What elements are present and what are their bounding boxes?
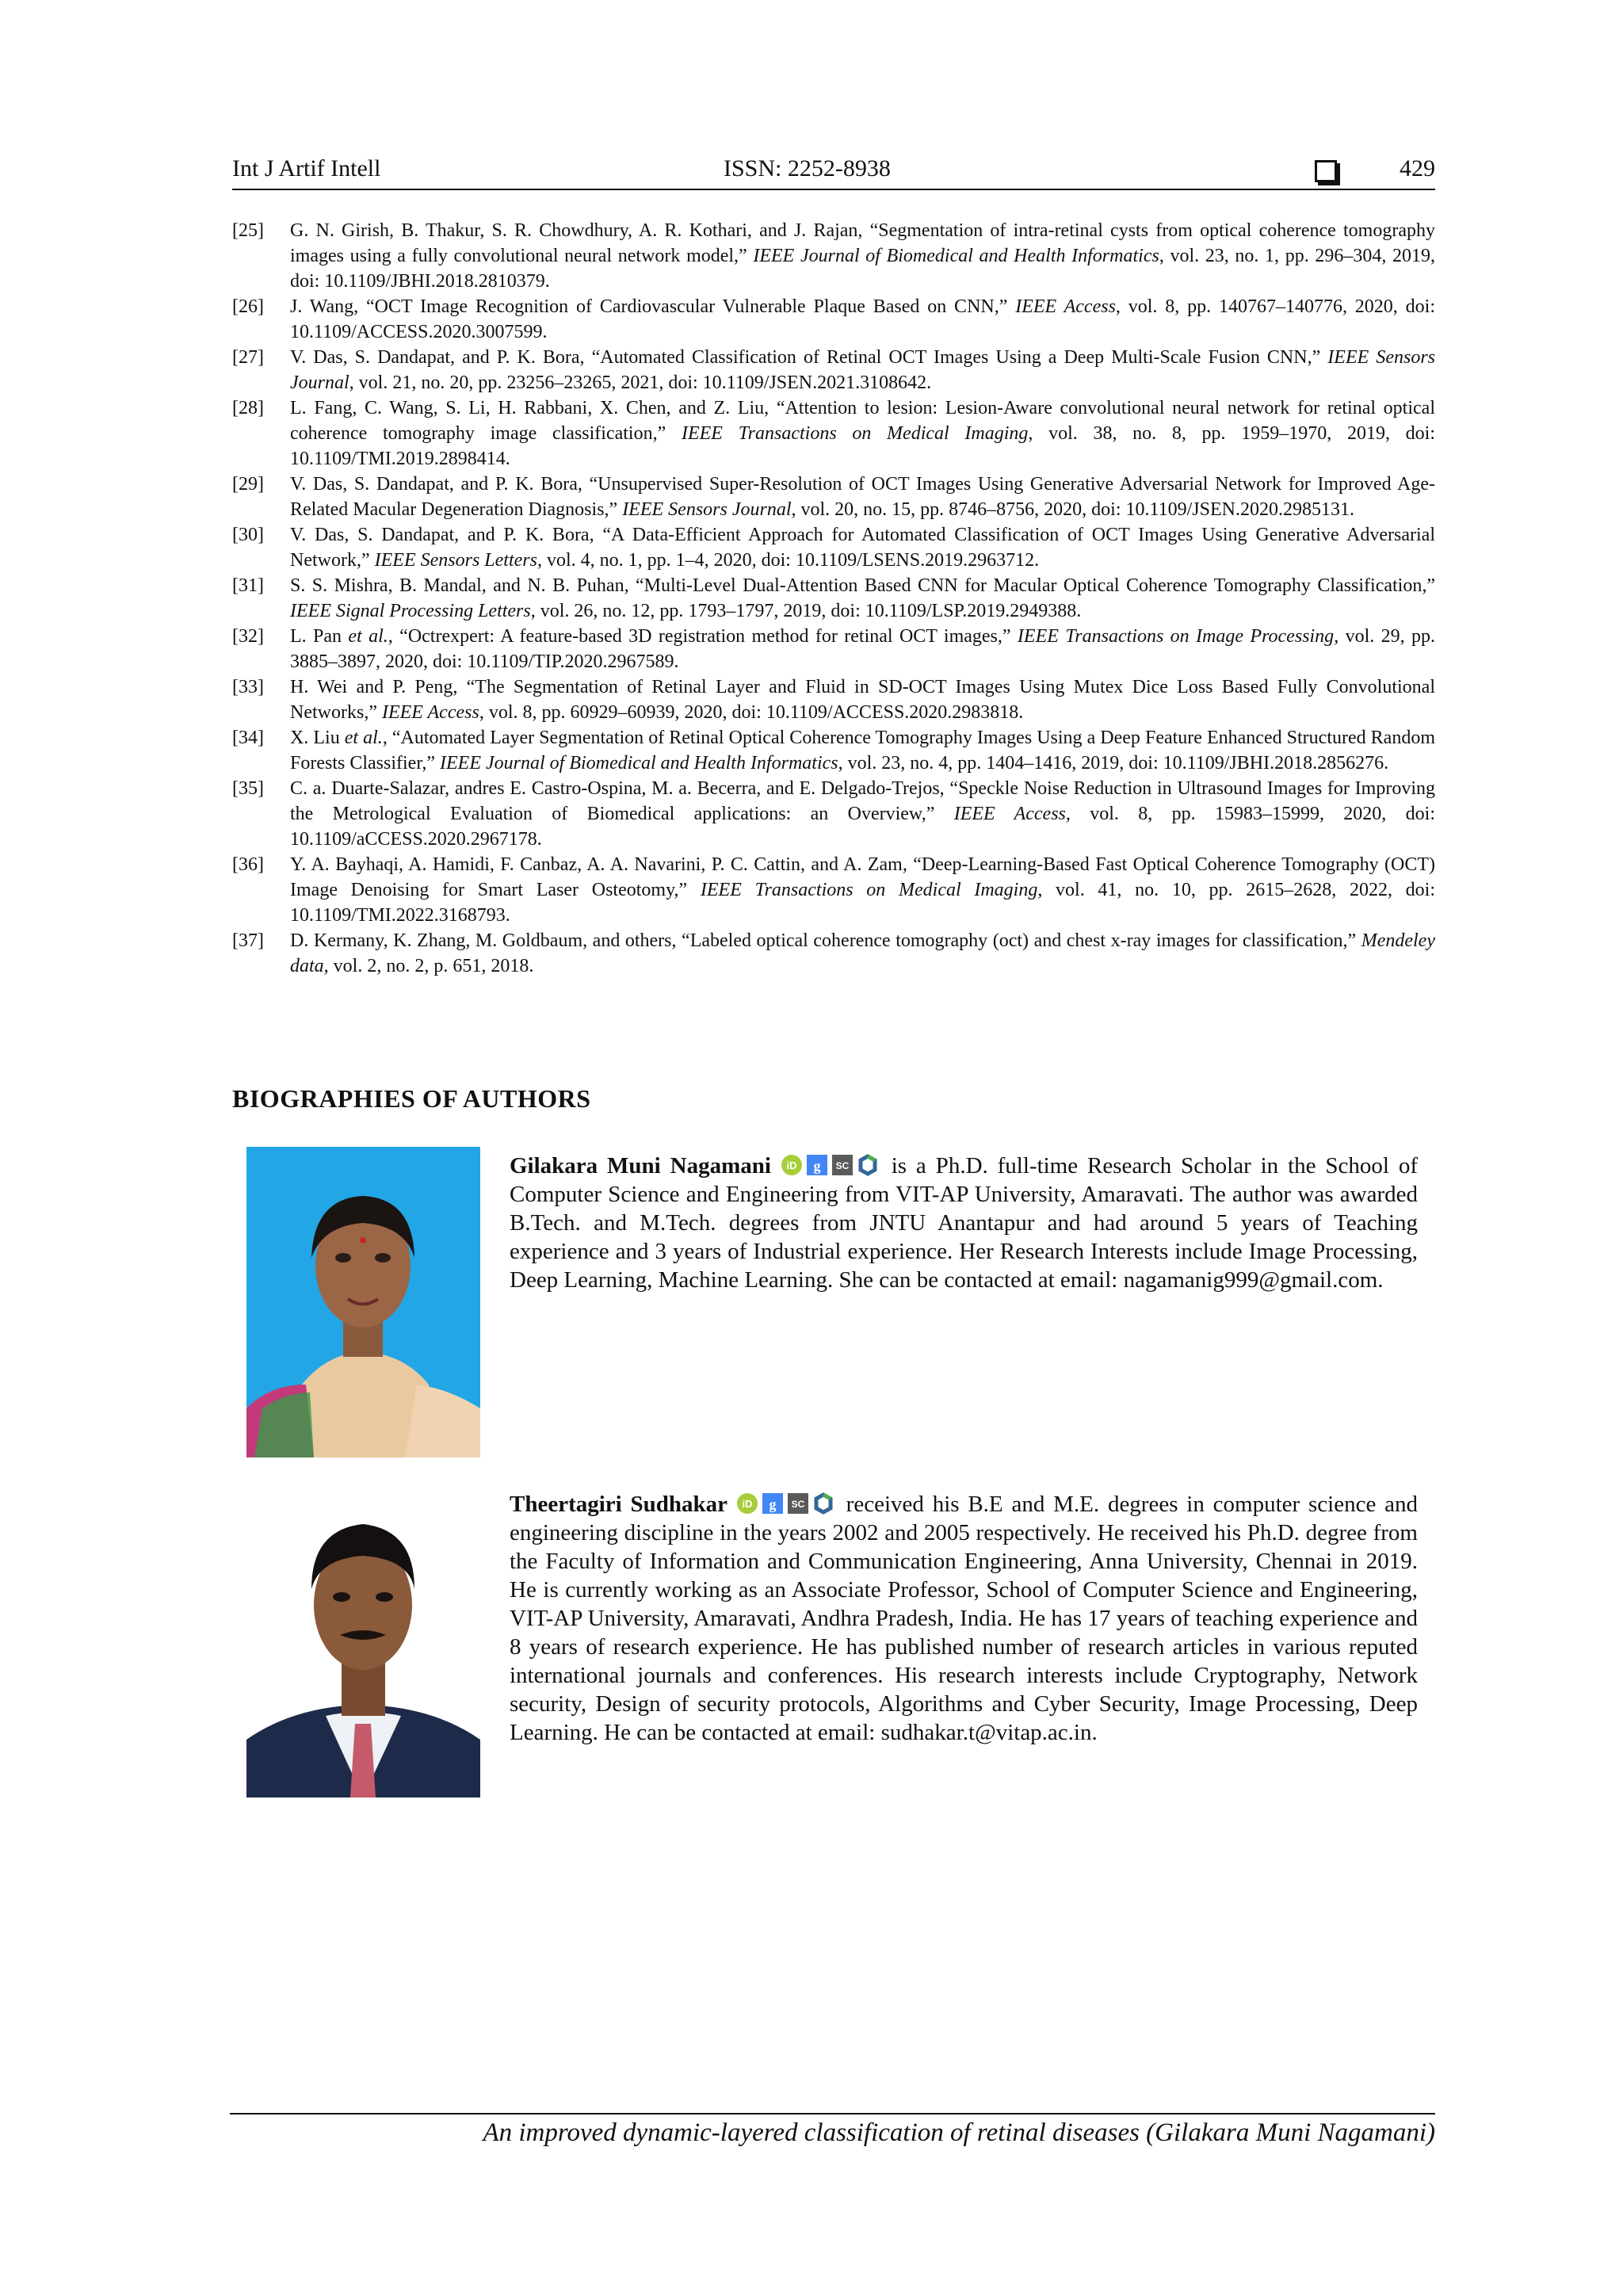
orcid-icon[interactable] — [781, 1154, 803, 1176]
reference-number: [32] — [232, 626, 264, 647]
reference-number: [30] — [232, 525, 264, 545]
journal-name: Int J Artif Intell — [232, 155, 381, 181]
footer-rule — [230, 2113, 1435, 2115]
reference-item — [232, 928, 1435, 979]
reference-text: S. S. Mishra, B. Mandal, and N. B. Puhan, “Multi-Level Dual-Attention Based CNN for Macular Optical Coherence Tomography Classification,” IEEE Signal Processing Letters, vol. 26, no. 12, pp. 1793–1797, 2019, doi: 10.1109/LSP.2019.2949388. — [290, 575, 1435, 621]
reference-text: V. Das, S. Dandapat, and P. K. Bora, “Automated Classification of Retinal OCT Images Using a Deep Multi-Scale Fusion CNN,” IEEE Sensors Journal, vol. 21, no. 20, pp. 23256–23265, 2021, doi: 10.1109/JSEN.2021.3108642. — [290, 347, 1435, 393]
reference-item — [232, 522, 1435, 573]
issn: ISSN: 2252-8938 — [724, 155, 891, 181]
svg-text:SC: SC — [835, 1160, 850, 1171]
reference-item — [232, 776, 1435, 852]
reference-number: [29] — [232, 474, 264, 495]
svg-text:g: g — [813, 1158, 821, 1174]
reference-number: [31] — [232, 575, 264, 596]
svg-text:SC: SC — [791, 1499, 805, 1510]
running-header — [232, 155, 1435, 190]
reference-number: [25] — [232, 220, 264, 241]
reference-number: [35] — [232, 778, 264, 799]
reference-list — [232, 218, 1435, 979]
author-bio-text: is a Ph.D. full-time Research Scholar in the School of Computer Science and Engineering from VIT-AP University, Amaravati. The author was awarded B.Tech. and M.Tech. degrees from JNTU Anantapur and had around 5 years of Teaching experience and 3 years of Industrial experience. Her Research Interests include Image Processing, Deep Learning, Machine Learning. She can be contacted at email: nagamanig999@gmail.com. — [510, 1153, 1418, 1293]
reference-text: C. a. Duarte-Salazar, andres E. Castro-Ospina, M. a. Becerra, and E. Delgado-Trejos, “Speckle Noise Reduction in Ultrasound Images for Improving the Metrological Evaluation of Biomedical applications: an Overview,” IEEE Access, vol. 8, pp. 15983–15999, 2020, doi: 10.1109/aCCESS.2020.2967178. — [290, 778, 1435, 850]
reference-item — [232, 294, 1435, 345]
reference-text: V. Das, S. Dandapat, and P. K. Bora, “Unsupervised Super-Resolution of OCT Images Using Generative Adversarial Network for Improved Age-Related Macular Degeneration Diagnosis,” IEEE Sensors Journal, vol. 20, no. 15, pp. 8746–8756, 2020, doi: 10.1109/JSEN.2020.2985131. — [290, 474, 1435, 520]
publons-icon[interactable] — [857, 1154, 879, 1176]
box-icon — [1315, 160, 1337, 182]
reference-text: V. Das, S. Dandapat, and P. K. Bora, “A Data-Efficient Approach for Automated Classification of OCT Images Using Generative Adversarial Network,” IEEE Sensors Letters, vol. 4, no. 1, pp. 1–4, 2020, doi: 10.1109/LSENS.2019.2963712. — [290, 525, 1435, 571]
reference-text: L. Fang, C. Wang, S. Li, H. Rabbani, X. Chen, and Z. Liu, “Attention to lesion: Lesion-Aware convolutional neural network for retinal optical coherence tomography image classification,” IEEE Transactions on Medical Imaging, vol. 38, no. 8, pp. 1959–1970, 2019, doi: 10.1109/TMI.2019.2898414. — [290, 398, 1435, 469]
reference-number: [33] — [232, 677, 264, 697]
orcid-icon[interactable] — [736, 1492, 758, 1515]
google-scholar-icon[interactable] — [806, 1154, 828, 1176]
reference-item — [232, 725, 1435, 776]
author-bio-sudhakar — [510, 1490, 1418, 1747]
reference-number: [36] — [232, 854, 264, 875]
reference-item — [232, 395, 1435, 472]
reference-text: X. Liu et al., “Automated Layer Segmentation of Retinal Optical Coherence Tomography Images Using a Deep Feature Enhanced Structured Random Forests Classifier,” IEEE Journal of Biomedical and Health Informatics, vol. 23, no. 4, pp. 1404–1416, 2019, doi: 10.1109/JBHI.2018.2856276. — [290, 728, 1436, 774]
google-scholar-icon[interactable] — [762, 1492, 784, 1515]
reference-text: H. Wei and P. Peng, “The Segmentation of Retinal Layer and Fluid in SD-OCT Images Using Mutex Dice Loss Based Fully Convolutional Networks,” IEEE Access, vol. 8, pp. 60929–60939, 2020, doi: 10.1109/ACCESS.2020.2983818. — [290, 677, 1435, 723]
reference-number: [28] — [232, 398, 264, 418]
reference-text: D. Kermany, K. Zhang, M. Goldbaum, and others, “Labeled optical coherence tomography (oct) and chest x-ray images for classification,” Mendeley data, vol. 2, no. 2, p. 651, 2018. — [290, 930, 1435, 976]
reference-text: G. N. Girish, B. Thakur, S. R. Chowdhury, A. R. Kothari, and J. Rajan, “Segmentation of intra-retinal cysts from optical coherence tomography images using a fully convolutional neural network model,” IEEE Journal of Biomedical and Health Informatics, vol. 23, no. 1, pp. 296–304, 2019, doi: 10.1109/JBHI.2018.2810379. — [290, 220, 1435, 292]
scopus-icon[interactable] — [831, 1154, 854, 1176]
reference-item — [232, 472, 1435, 522]
reference-text: Y. A. Bayhaqi, A. Hamidi, F. Canbaz, A. A. Navarini, P. C. Cattin, and A. Zam, “Deep-Learning-Based Fast Optical Coherence Tomography (OCT) Image Denoising for Smart Laser Osteotomy,” IEEE Transactions on Medical Imaging, vol. 41, no. 10, pp. 2615–2628, 2022, doi: 10.1109/TMI.2022.3168793. — [290, 854, 1435, 926]
svg-text:iD: iD — [786, 1159, 797, 1171]
author-bio-text: received his B.E and M.E. degrees in computer science and engineering discipline in the years 2002 and 2005 respectively. He received his Ph.D. degree from the Faculty of Information and Communication Engineering, Anna University, Chennai in 2019. He is currently working as an Associate Professor, School of Computer Science and Engineering, VIT-AP University, Amaravati, Andhra Pradesh, India. He has 17 years of teaching experience and 8 years of research experience. He has published number of research articles in various reputed international journals and conferences. His research interests include Cryptography, Network security, Design of security protocols, Algorithms and Cyber Security, Image Processing, Deep Learning. He can be contacted at email: sudhakar.t@vitap.ac.in. — [510, 1492, 1419, 1745]
reference-item — [232, 624, 1435, 674]
reference-number: [34] — [232, 728, 264, 748]
reference-item — [232, 345, 1435, 395]
reference-item — [232, 674, 1435, 725]
reference-text: J. Wang, “OCT Image Recognition of Cardiovascular Vulnerable Plaque Based on CNN,” IEEE Access, vol. 8, pp. 140767–140776, 2020, doi: 10.1109/ACCESS.2020.3007599. — [290, 296, 1435, 342]
svg-text:g: g — [769, 1496, 777, 1512]
reference-text: L. Pan et al., “Octrexpert: A feature-based 3D registration method for retinal OCT images,” IEEE Transactions on Image Processing, vol. 29, pp. 3885–3897, 2020, doi: 10.1109/TIP.2020.2967589. — [290, 626, 1435, 672]
reference-number: [27] — [232, 347, 264, 368]
svg-text:iD: iD — [742, 1498, 753, 1510]
running-footer: An improved dynamic-layered classification of retinal diseases (Gilakara Muni Nagamani) — [483, 2118, 1435, 2147]
reference-item — [232, 218, 1435, 294]
author-photo-nagamani — [246, 1147, 480, 1457]
author-name: Gilakara Muni Nagamani — [510, 1153, 771, 1179]
reference-number: [37] — [232, 930, 264, 951]
author-name: Theertagiri Sudhakar — [510, 1492, 728, 1517]
author-photo-sudhakar — [246, 1486, 480, 1797]
reference-item — [232, 852, 1435, 928]
reference-number: [26] — [232, 296, 264, 317]
page-number: 429 — [1400, 155, 1435, 181]
biographies-heading: BIOGRAPHIES OF AUTHORS — [232, 1084, 591, 1113]
reference-item — [232, 573, 1435, 624]
publons-icon[interactable] — [812, 1492, 834, 1515]
scopus-icon[interactable] — [787, 1492, 809, 1515]
author-bio-nagamani — [510, 1152, 1418, 1294]
header-rule — [232, 189, 1435, 190]
